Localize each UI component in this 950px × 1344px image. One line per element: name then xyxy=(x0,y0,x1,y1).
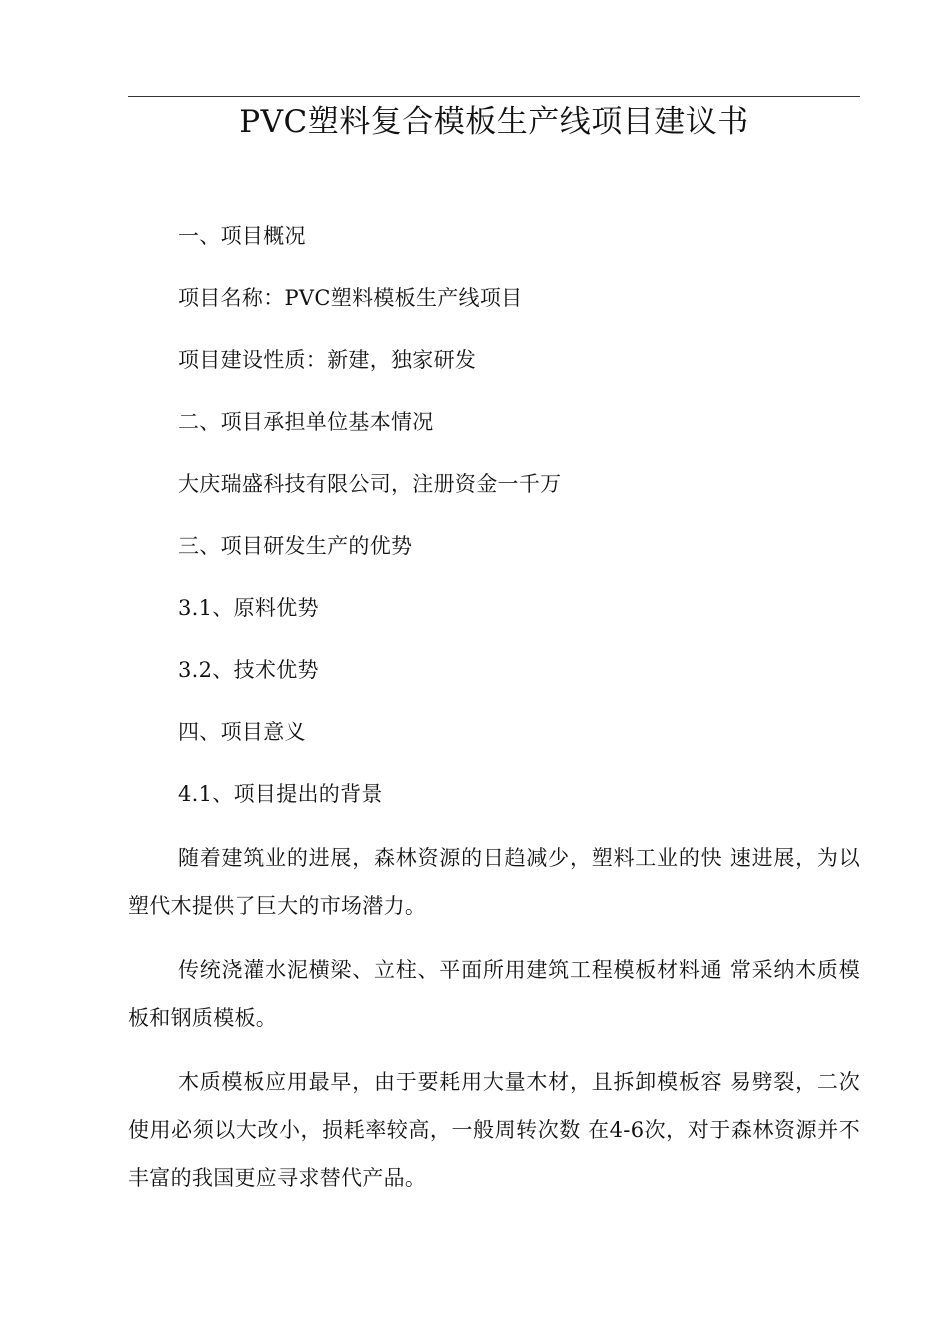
section-heading-advantages: 三、项目研发生产的优势 xyxy=(178,534,413,558)
section-heading-significance: 四、项目意义 xyxy=(178,720,306,744)
paragraph-traditional-formwork: 传统浇灌水泥横梁、立柱、平面所用建筑工程模板材料通 常采纳木质模板和钢质模板。 xyxy=(128,958,860,1030)
paragraph-wood-formwork: 木质模板应用最早，由于要耗用大量木材，且拆卸模板容 易劈裂，二次使用必须以大改小，损耗率较高，一般周转次数 在4-6次，对于森林资源并不丰富的我国更应寻求替代产品。 xyxy=(128,1070,860,1190)
paragraph-industry-development: 随着建筑业的进展，森林资源的日趋减少，塑料工业的快 速进展，为以塑代木提供了巨大的市场潜力。 xyxy=(128,846,860,918)
project-name-line: 项目名称：PVC塑料模板生产线项目 xyxy=(178,286,523,310)
subsection-raw-material: 3.1、原料优势 xyxy=(178,596,319,620)
document-title: PVC塑料复合模板生产线项目建议书 xyxy=(239,104,749,140)
header-rule xyxy=(128,96,860,97)
company-info-line: 大庆瑞盛科技有限公司，注册资金一千万 xyxy=(178,472,562,496)
project-nature-line: 项目建设性质：新建，独家研发 xyxy=(178,348,477,372)
subsection-background: 4.1、项目提出的背景 xyxy=(178,782,383,806)
section-heading-unit: 二、项目承担单位基本情况 xyxy=(178,410,434,434)
subsection-technology: 3.2、技术优势 xyxy=(178,658,319,682)
section-heading-overview: 一、项目概况 xyxy=(178,224,306,248)
